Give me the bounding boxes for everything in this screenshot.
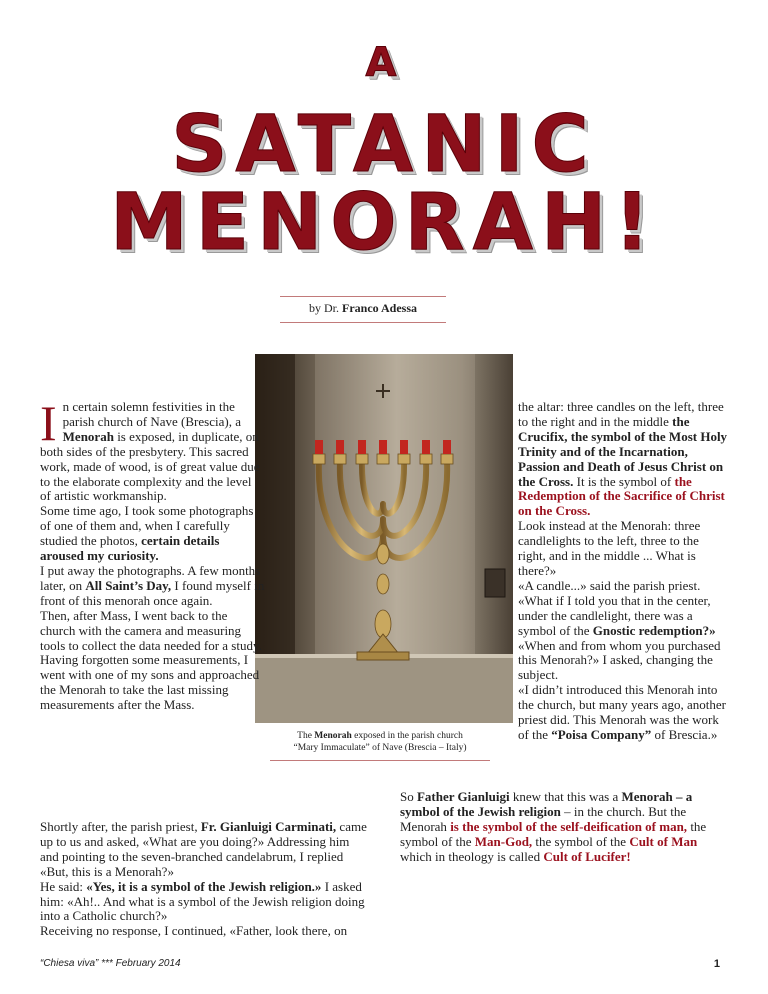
- page-number: 1: [713, 958, 720, 970]
- right-column-bottom: So Father Gianluigi knew that this was a Menorah – a symbol of the Jewish religion – in the church. But the Menorah is the symbol of the self-deification of man, the symbol of the Man-God, the symbol of the Cult of Man which in theology is called Cult of Lucifer!: [400, 789, 707, 864]
- author-name: Franco Adessa: [342, 301, 417, 315]
- footer-journal: “Chiesa viva” *** February 2014: [40, 958, 181, 969]
- drop-cap: I: [40, 395, 57, 451]
- byline: by Dr. Franco Adessa: [280, 296, 446, 323]
- right-column-top: the altar: three candles on the left, three to the right and in the middle the Crucifix, the symbol of the Most Holy Trinity and of the Incarnation, Passion and Death of Jesus Christ on the Cross. It is the symbol of the Redemption of the Sacrifice of Christ on the Cross. Look instead at the Menorah: three candlelights to the left, three to the right, and in the middle ... What is there?» «A candle...» said the parish priest. «What if I told you that in the center, under the candlelight, there was a symbol of the Gnostic redemption?» «When and from whom you purchased this Menorah?» I asked, changing the subject. «I didn’t introduced this Menorah into the church, but many years ago, another priest did. This Menorah was the work of the “Poisa Company” of Brescia.»: [518, 399, 728, 742]
- title-line-1: A: [365, 40, 403, 86]
- title-line-3: MENORAH!: [110, 178, 658, 268]
- title-line-2: SATANIC: [171, 100, 597, 190]
- left-column-top: I n certain solemn festivities in the parish church of Nave (Brescia), a Menorah is exposed, in duplicate, on both sides of the presbytery. This sacred work, made of wood, is of great value due to the elaborate complexity and the level of artistic workmanship. Some time ago, I took some photographs of one of them and, when I carefully studied the photos, certain details aroused my curiosity. I put away the photographs. A few months later, on All Saint’s Day, I found myself in front of this menorah once again. Then, after Mass, I went back to the church with the camera and measuring tools to collect the data needed for a study. Having forgotten some measurements, I went with one of my sons and approached the Menorah to take the last missing measurements after the Mass.: [40, 395, 265, 713]
- left-column-bottom: Shortly after, the parish priest, Fr. Gianluigi Carminati, came up to us and asked, «What are you doing?» Addressing him and pointing to the seven-branched candelabrum, I replied «But, this is a Menorah?» He said: «Yes, it is a symbol of the Jewish religion.» I asked him: «Ah!.. And what is a symbol of the Jewish religion doing into a Catholic church?» Receiving no response, I continued, «Father, look there, on: [40, 819, 367, 939]
- photo-caption: The Menorah exposed in the parish church “Mary Immaculate” of Nave (Brescia – Italy): [270, 730, 490, 761]
- menorah-photo: [255, 354, 513, 723]
